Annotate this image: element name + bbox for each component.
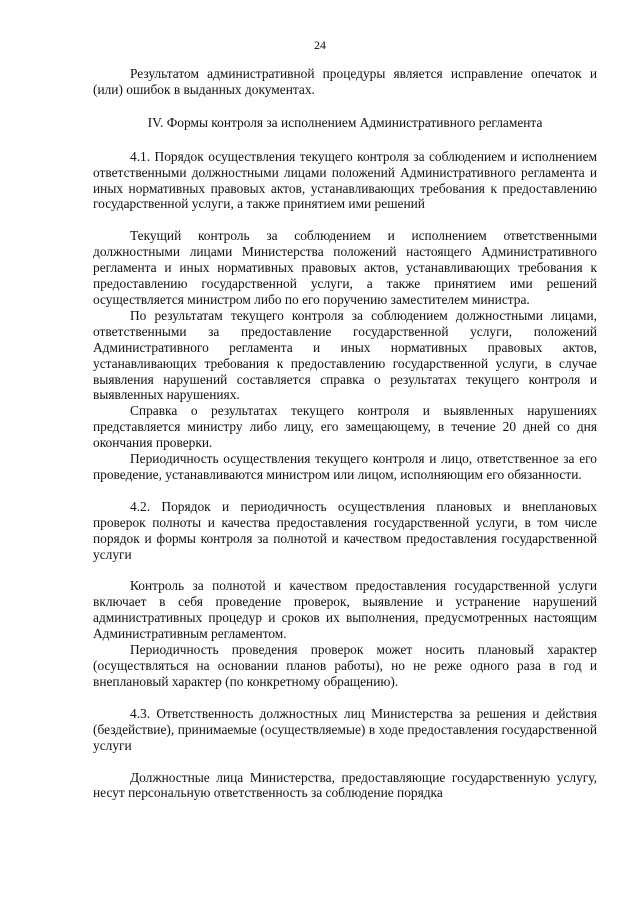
paragraph: Результатом административной процедуры является исправление опечаток и (или) ошибок в выданных документах. xyxy=(93,66,597,97)
document-body xyxy=(93,66,597,801)
paragraph: По результатам текущего контроля за соблюдением должностными лицами, ответственными за предоставление государственной услуги, положений Административного регламента и иных нормативных правовых актов, устанавливающих требования к предоставлению государственной услуги, в случае выявления нарушений составляется справка о результатах текущего контроля и выявленных нарушениях. xyxy=(93,307,597,403)
paragraph: Периодичность проведения проверок может носить плановый характер (осуществляться на основании планов работы), но не реже одного раза в год и внеплановый характер (по конкретному обращению). xyxy=(93,642,597,689)
paragraph: Контроль за полнотой и качеством предоставления государственной услуги включает в себя проведение проверок, выявление и устранение нарушений административных процедур и сроков их выполнения, предусмотренных настоящим Административным регламентом. xyxy=(93,578,597,642)
subsection-heading-4-1: 4.1. Порядок осуществления текущего контроля за соблюдением и исполнением ответственными должностными лицами положений Административного регламента и иных нормативных правовых актов, устанавливающих требования к предоставлению государственной услуги, а также принятием ими решений xyxy=(93,148,597,212)
section-heading: IV. Формы контроля за исполнением Административного регламента xyxy=(147,114,543,130)
page-number: 24 xyxy=(314,38,326,52)
paragraph: Периодичность осуществления текущего контроля и лицо, ответственное за его проведение, устанавливаются министром или лицом, исполняющим его обязанности. xyxy=(93,451,597,482)
subsection-heading-4-3: 4.3. Ответственность должностных лиц Министерства за решения и действия (бездействие), принимаемые (осуществляемые) в ходе предоставления государственной услуги xyxy=(93,705,597,753)
paragraph: Справка о результатах текущего контроля и выявленных нарушениях представляется министру либо лицу, его замещающему, в течение 20 дней со дня окончания проверки. xyxy=(93,403,597,451)
paragraph: Должностные лица Министерства, предоставляющие государственную услугу, несут персональную ответственность за соблюдение порядка xyxy=(93,769,597,801)
subsection-heading-4-2: 4.2. Порядок и периодичность осуществления плановых и внеплановых проверок полноты и качества предоставления государственной услуги, в том числе порядок и формы контроля за полнотой и качеством предоставления государственной услуги xyxy=(93,498,597,562)
paragraph: Текущий контроль за соблюдением и исполнением ответственными должностными лицами Министерства положений настоящего Административного регламента и иных нормативных правовых актов, устанавливающих требования к предоставлению государственной услуги, а также принятием ими решений осуществляется министром либо по его поручению заместителем министра. xyxy=(93,228,597,307)
